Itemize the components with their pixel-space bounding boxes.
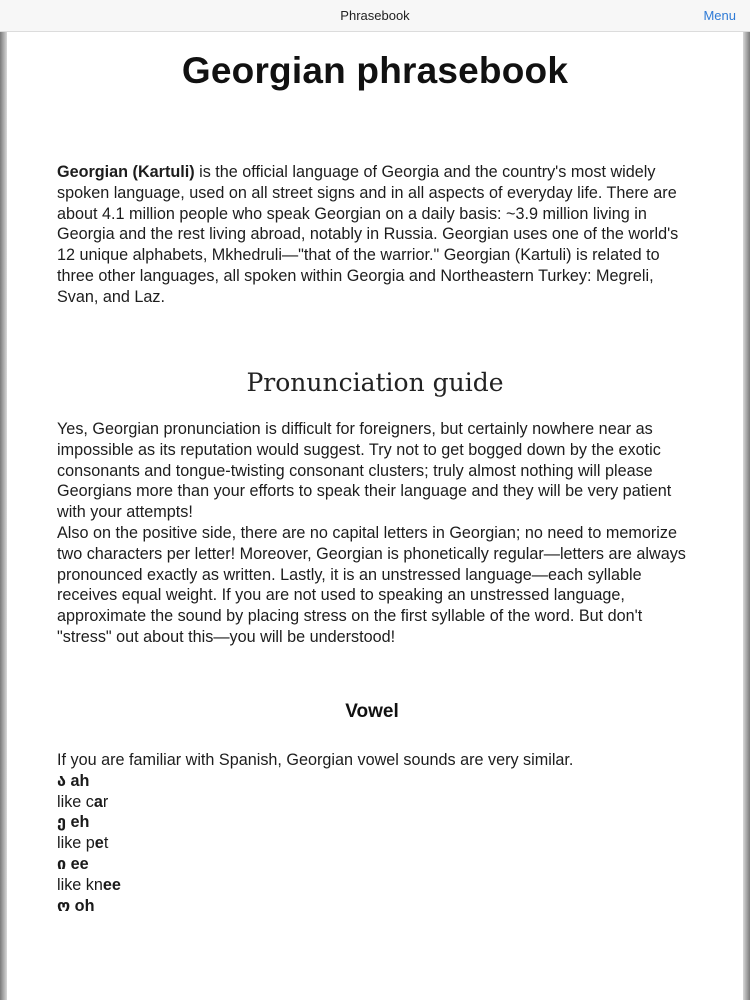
vowel-letter-o: ო oh — [57, 896, 95, 915]
pronunciation-heading: Pronunciation guide — [246, 368, 504, 397]
vowel-intro: If you are familiar with Spanish, Georgian vowel sounds are very similar. — [57, 751, 574, 769]
article-page[interactable] — [7, 32, 743, 1000]
vowel-example-e — [57, 833, 693, 854]
georgia-link[interactable]: Georgia — [381, 163, 440, 181]
menu-button[interactable]: Menu — [703, 8, 736, 23]
vowel-list — [57, 771, 693, 917]
vowel-section — [57, 750, 693, 916]
pronunciation-paragraph-1: Yes, Georgian pronunciation is difficult for foreigners, but certainly nowhere near as impossible as its reputation would suggest. Try not to get bogged down by the exotic consonants and tongue-twisting consonant clusters; truly almost nothing will please Georgians more than your efforts to speak their language and they will be very patient with your attempts! — [57, 420, 672, 522]
vowel-letter-i: ი ee — [57, 854, 89, 873]
vowel-example-suffix: r — [102, 792, 109, 811]
vowel-example-prefix: like c — [57, 792, 94, 811]
intro-text-1: is the official language of — [194, 163, 382, 181]
vowel-example-a — [57, 792, 693, 813]
vowel-letter-a: ა ah — [57, 771, 90, 790]
vowel-example-highlight: e — [94, 834, 104, 853]
pronunciation-paragraph-2: Also on the positive side, there are no capital letters in Georgian; no need to memorize two characters per letter! Moreover, Georgian is phonetically regular—letters are always pronounced exactly as written. Lastly, it is an unstressed language—each syllable receives equal weight. If you are not used to speaking an unstressed language, approximate the sound by placing stress on the first syllable of the word. But don't "stress" out about this—you will be understood! — [57, 523, 686, 646]
vowel-example-prefix: like p — [57, 834, 95, 853]
vowel-example-highlight: ee — [102, 875, 121, 894]
page-title: Georgian phrasebook — [181, 50, 569, 91]
nav-title: Phrasebook — [340, 8, 410, 23]
navigation-bar — [0, 0, 750, 32]
vowel-example-highlight: a — [93, 792, 103, 811]
page-edge-left — [0, 32, 7, 1000]
intro-section — [57, 162, 693, 308]
vowel-heading: Vowel — [345, 701, 399, 722]
intro-text-2: and the country's most widely spoken language, used on all street signs and in all aspects of everyday life. There are about 4.1 million people who speak Georgian on a daily basis: ~3.9 million living in Georgia and the rest living abroad, notably in Russia. Georgian uses one of the world's 12 unique alphabets, Mkhedruli—"that of the warrior." Georgian (Kartuli) is related to three other languages, all spoken within Georgia and Northeastern Turkey: Megreli, Svan, and Laz. — [57, 163, 679, 306]
vowel-example-prefix: like kn — [57, 875, 103, 894]
vowel-letter-e: ე eh — [57, 813, 90, 832]
vowel-example-suffix: t — [103, 834, 109, 853]
intro-bold-term: Georgian (Kartuli) — [57, 163, 195, 181]
vowel-example-i — [57, 875, 693, 896]
page-edge-right — [743, 32, 750, 1000]
intro-paragraph — [57, 162, 693, 308]
pronunciation-section — [57, 419, 693, 648]
